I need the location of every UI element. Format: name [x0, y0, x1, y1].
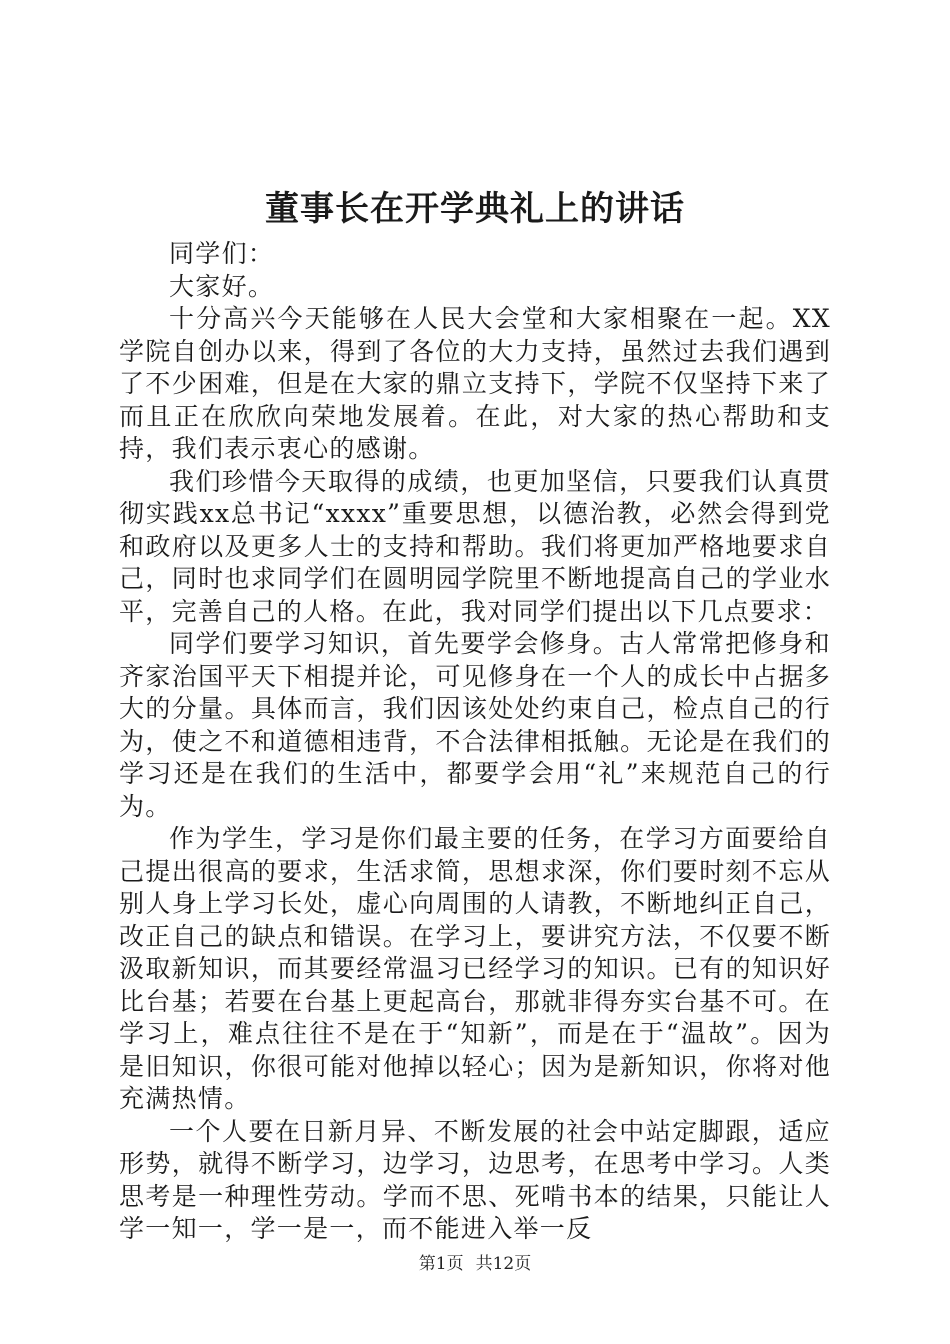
paragraph: 一个人要在日新月异、不断发展的社会中站定脚跟，适应形势，就得不断学习，边学习，边思考，在思考中学习。人类思考是一种理性劳动。学而不思、死啃书本的结果，只能让人学一知一，学一是一，而不能进入举一反 — [119, 1116, 831, 1243]
salutation: 同学们： — [169, 239, 275, 268]
page-number: 第1页 — [418, 1254, 464, 1274]
paragraph: 同学们要学习知识，首先要学会修身。古人常常把修身和齐家治国平天下相提并论，可见修身在一个人的成长中占据多大的分量。具体而言，我们因该处处约束自己，检点自己的行为，使之不和道德相违背，不合法律相抵触。无论是在我们的学习还是在我们的生活中，都要学会用“礼”来规范自己的行为。 — [119, 629, 831, 821]
greeting: 大家好。 — [169, 271, 275, 301]
page-total: 共12页 — [475, 1254, 532, 1274]
paragraph: 我们珍惜今天取得的成绩，也更加坚信，只要我们认真贯彻实践xx总书记“xxxx”重要思想，以德治教，必然会得到党和政府以及更多人士的支持和帮助。我们将更加严格地要求自己，同时也求同学们在圆明园学院里不断地提高自己的学业水平，完善自己的人格。在此，我对同学们提出以下几点要求： — [119, 466, 831, 626]
document-title: 董事长在开学典礼上的讲话 — [265, 189, 685, 229]
page-footer — [0, 1252, 950, 1276]
document-body — [119, 238, 831, 1246]
paragraph: 十分高兴今天能够在人民大会堂和大家相聚在一起。XX学院自创办以来，得到了各位的大力支持，虽然过去我们遇到了不少困难，但是在大家的鼎立支持下，学院不仅坚持下来了而且正在欣欣向荣地发展着。在此，对大家的热心帮助和支持，我们表示衷心的感谢。 — [119, 304, 831, 463]
paragraph: 作为学生，学习是你们最主要的任务，在学习方面要给自己提出很高的要求，生活求简，思想求深，你们要时刻不忘从别人身上学习长处，虚心向周围的人请教，不断地纠正自己，改正自己的缺点和错误。在学习上，要讲究方法，不仅要不断汲取新知识，而其要经常温习已经学习的知识。已有的知识好比台基；若要在台基上更起高台，那就非得夯实台基不可。在学习上，难点往往不是在于“知新”，而是在于“温故”。因为是旧知识，你很可能对他掉以轻心；因为是新知识，你将对他充满热情。 — [119, 824, 831, 1113]
